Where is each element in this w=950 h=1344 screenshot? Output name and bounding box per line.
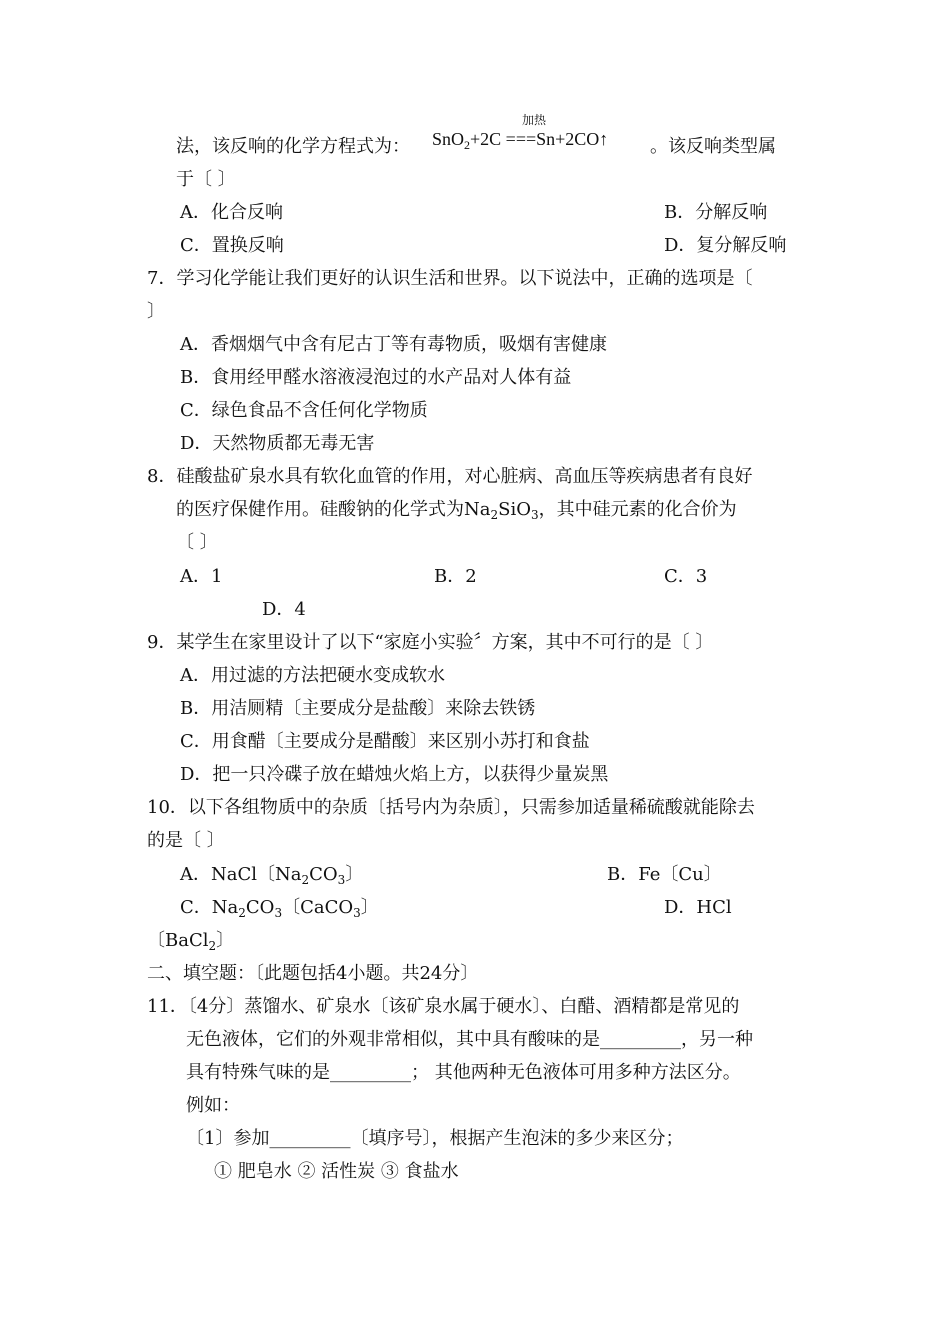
section-title: 二、填空题：〔此题包括4小题。共24分〕 <box>147 963 479 984</box>
gas-arrow-icon: ↑ <box>599 129 609 149</box>
q6-line1-suffix: 。该反响类型属 <box>650 136 776 157</box>
q8-stem-line3: 〔 〕 <box>176 532 218 553</box>
q8-stem-line2: 的医疗保健作用。硅酸钠的化学式为$Na_2SiO_3$，其中硅元素的化合价为 <box>176 499 737 522</box>
q9-option-b: B．用洁厕精〔主要成分是盐酸〕来除去铁锈 <box>180 698 536 719</box>
equation-condition: 加热 <box>522 113 547 127</box>
q7-option-a: A．香烟烟气中含有尼古丁等有毒物质，吸烟有害健康 <box>180 334 607 355</box>
q10-option-d: D．HCl <box>664 897 732 918</box>
q7-stem-line1: 7．学习化学能让我们更好的认识生活和世界。以下说法中，正确的选项是〔 <box>147 268 753 289</box>
q9-stem: 9．某学生在家里设计了以下“家庭小实验〞方案，其中不可行的是〔 〕 <box>147 632 714 653</box>
q10-option-c: C．$Na_2CO_3$〔CaCO$_3$〕 <box>180 897 379 920</box>
q8-option-b: B．2 <box>434 566 477 587</box>
q10-option-b: B．Fe〔Cu〕 <box>607 864 722 885</box>
q9-option-a: A．用过滤的方法把硬水变成软水 <box>180 665 445 686</box>
q11-stem-line1: 11．〔4分〕蒸馏水、矿泉水〔该矿泉水属于硬水〕、白醋、酒精都是常见的 <box>147 996 740 1017</box>
q8-option-a: A．1 <box>180 566 223 587</box>
q6-line2: 于〔 〕 <box>176 169 236 190</box>
q11-stem-line3: 具有特殊气味的是_________； 其他两种无色液体可用多种方法区分。 <box>186 1062 741 1083</box>
q8-option-d: D．4 <box>262 599 306 620</box>
q9-option-c: C．用食醋〔主要成分是醋酸〕来区别小苏打和食盐 <box>180 731 590 752</box>
q6-line1-prefix: 法，该反响的化学方程式为： <box>176 136 410 157</box>
q10-option-d-continued: 〔BaCl$_2$〕 <box>147 930 235 953</box>
q9-option-d: D．把一只冷碟子放在蜡烛火焰上方，以获得少量炭黑 <box>180 764 609 785</box>
q7-option-c: C．绿色食品不含任何化学物质 <box>180 400 428 421</box>
q11-subquestion-1: 〔1〕参加_________〔填序号〕，根据产生泡沫的多少来区分； <box>186 1128 684 1149</box>
q10-stem-line2: 的是〔 〕 <box>147 830 225 851</box>
q11-stem-line4: 例如： <box>186 1095 240 1116</box>
q7-option-b: B．食用经甲醛水溶液浸泡过的水产品对人体有益 <box>180 367 572 388</box>
chemical-equation: SnO$_2$+2C ===Sn+2CO↑ <box>432 129 609 152</box>
q7-stem-line2: 〕 <box>147 301 165 322</box>
q11-stem-line2: 无色液体，它们的外观非常相似，其中具有酸味的是_________，另一种 <box>186 1029 753 1050</box>
q10-option-a: A．NaCl〔$Na_2CO_3$〕 <box>180 864 364 887</box>
q6-option-d: D．复分解反响 <box>664 235 787 256</box>
q10-stem-line1: 10．以下各组物质中的杂质〔括号内为杂质〕，只需参加适量稀硫酸就能除去 <box>147 797 755 818</box>
q8-stem-line1: 8．硅酸盐矿泉水具有软化血管的作用，对心脏病、高血压等疾病患者有良好 <box>147 466 753 487</box>
q7-option-d: D．天然物质都无毒无害 <box>180 433 375 454</box>
q6-option-a: A．化合反响 <box>180 202 283 223</box>
q6-option-b: B．分解反响 <box>664 202 768 223</box>
q6-option-c: C．置换反响 <box>180 235 284 256</box>
q8-option-c: C．3 <box>664 566 708 587</box>
q11-choices: ① 肥皂水 ② 活性炭 ③ 食盐水 <box>214 1161 459 1182</box>
